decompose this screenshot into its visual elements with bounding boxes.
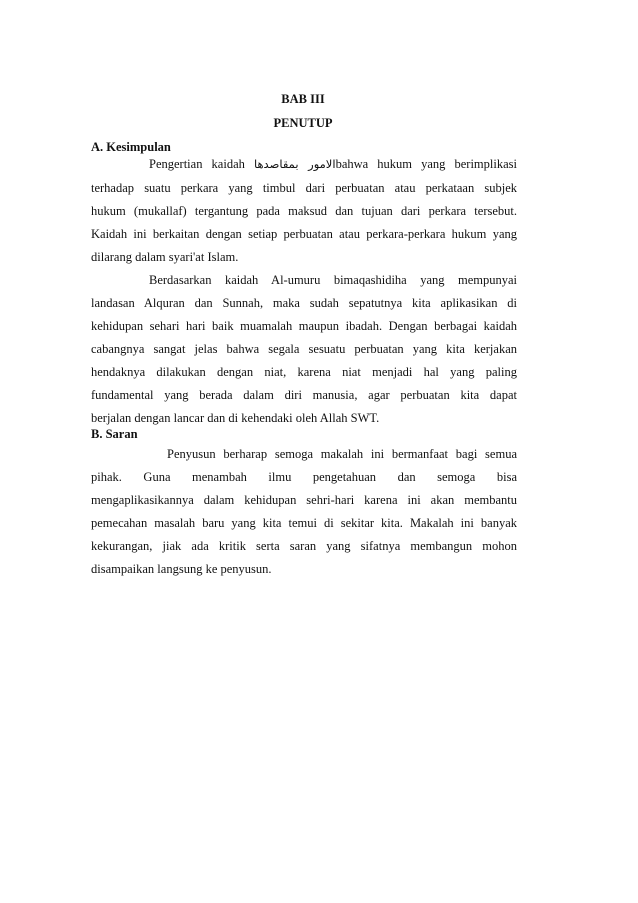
paragraph-line: berjalan dengan lancar dan di kehendaki oleh Allah SWT. xyxy=(91,411,380,425)
paragraph-line: fundamental yang berada dalam diri manusia, agar perbuatan kita dapat xyxy=(91,388,517,402)
paragraph-line: pihak. Guna menambah ilmu pengetahuan dan semoga bisa xyxy=(91,470,517,484)
section-heading-kesimpulan: A. Kesimpulan xyxy=(91,140,171,154)
line-text-pre: Pengertian kaidah xyxy=(149,157,245,171)
paragraph-line: pemecahan masalah baru yang kita temui di sekitar kita. Makalah ini banyak xyxy=(91,516,517,530)
paragraph-line: kehidupan sehari hari baik muamalah maupun ibadah. Dengan berbagai kaidah xyxy=(91,319,517,333)
paragraph-line: dilarang dalam syari'at Islam. xyxy=(91,250,239,264)
paragraph-line: kekurangan, jiak ada kritik serta saran yang sifatnya membangun mohon xyxy=(91,539,517,553)
paragraph-line xyxy=(91,156,517,172)
paragraph-line: Kaidah ini berkaitan dengan setiap perbuatan atau perkara-perkara hukum yang xyxy=(91,227,517,241)
paragraph-line: Penyusun berharap semoga makalah ini bermanfaat bagi semua xyxy=(167,447,517,461)
chapter-title: PENUTUP xyxy=(273,116,333,130)
paragraph-line: terhadap suatu perkara yang timbul dari perbuatan atau perkataan subjek xyxy=(91,181,517,195)
line-text-post: bahwa hukum yang berimplikasi xyxy=(335,157,517,171)
section-heading-saran: B. Saran xyxy=(91,427,138,441)
paragraph-line: hendaknya dilakukan dengan niat, karena niat menjadi hal yang paling xyxy=(91,365,517,379)
paragraph-line: mengaplikasikannya dalam kehidupan sehri-hari karena ini akan membantu xyxy=(91,493,517,507)
arabic-phrase: الامور بمقاصدها xyxy=(253,157,336,171)
paragraph-line: cabangnya sangat jelas bahwa segala sesuatu perbuatan yang kita kerjakan xyxy=(91,342,517,356)
paragraph-line: Berdasarkan kaidah Al-umuru bimaqashidiha yang mempunyai xyxy=(149,273,517,287)
chapter-number: BAB III xyxy=(281,92,325,106)
paragraph-line: hukum (mukallaf) tergantung pada maksud dan tujuan dari perkara tersebut. xyxy=(91,204,517,218)
paragraph-line: disampaikan langsung ke penyusun. xyxy=(91,562,272,576)
paragraph-line: landasan Alquran dan Sunnah, maka sudah sepatutnya kita aplikasikan di xyxy=(91,296,517,310)
